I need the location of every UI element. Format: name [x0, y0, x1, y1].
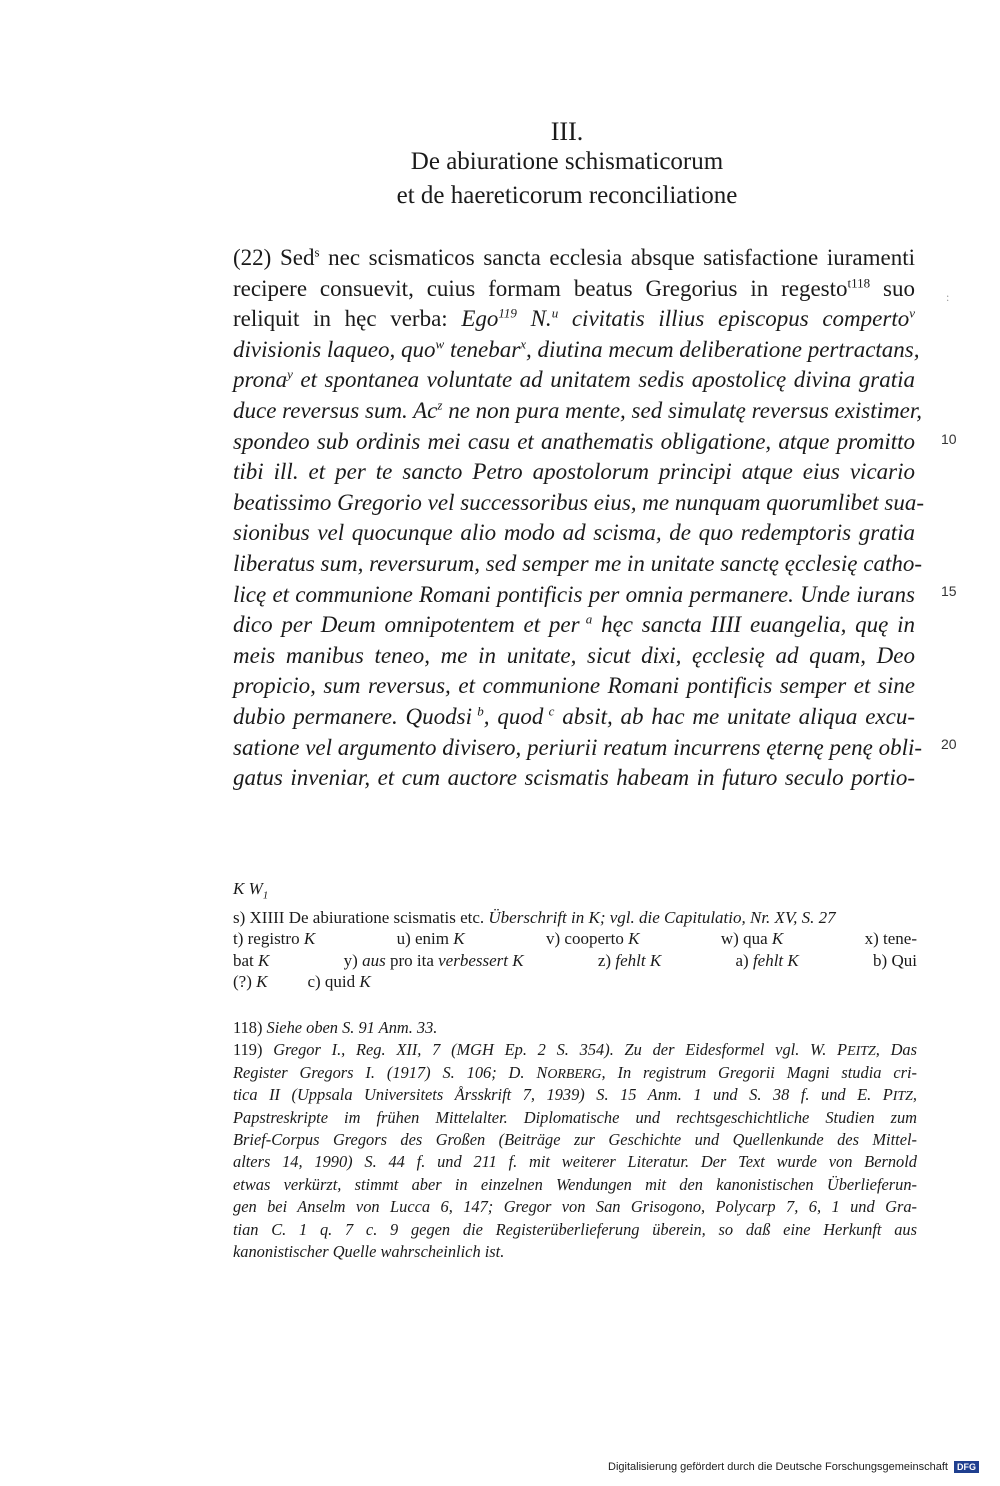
digitization-credit [608, 1461, 979, 1473]
line-number-20: 20 [941, 736, 957, 752]
sigla-subscript: 1 [262, 889, 269, 902]
text-line: dubio permanere. Quodsi $^b$, quod $^c$ absit, ab hac me unitate aliqua excu- [233, 703, 916, 729]
apparatus-row-4 [233, 971, 917, 993]
footnote-line: tian C. 1 q. 7 c. 9 gegen die Registerüberlieferung überein, so daß eine Herkunft aus [233, 1219, 917, 1239]
text-line: tibi ill. et per te sancto Petro apostolorum principi atque eius vicario [233, 459, 915, 485]
apparatus-entry: v) cooperto K [545, 929, 640, 949]
footnote-line: alters 14, 1990) S. 44 f. und 211 f. mit weiterer Literatur. Der Text wurde von Bernold [233, 1152, 917, 1172]
footnote-line: 118) Siehe oben S. 91 Anm. 33. [233, 1018, 438, 1037]
text-line: divisionis laqueo, quo$^w$ tenebar$^x$, diutina mecum deliberatione pertractans, [233, 336, 920, 362]
text-line: duce reversus sum. Ac$^z$ ne non pura mente, sed simulatę reversus existimer, [233, 397, 922, 423]
apparatus-entry: b) Qui [873, 950, 917, 970]
dfg-logo: DFG [954, 1461, 979, 1473]
line-number-10: 10 [941, 431, 957, 447]
text-line: (22) Sed$^s$ nec scismaticos sancta ecclesia absque satisfactione iuramenti [233, 244, 915, 270]
credit-text: Digitalisierung gefördert durch die Deutsche Forschungsgemeinschaft [608, 1461, 948, 1473]
text-line: meis manibus teneo, me in unitate, sicut dixi, ęcclesię ad quam, Deo [233, 642, 915, 668]
footnote-line: Register Gregors I. (1917) S. 106; D. NORBERG, In registrum Gregorii Magni studia cri- [233, 1062, 917, 1082]
critical-apparatus [233, 878, 917, 993]
chapter-number: III. [550, 117, 584, 146]
apparatus-entry: (?) K [233, 972, 268, 992]
apparatus-row-3 [233, 950, 917, 972]
text-line: liberatus sum, reversurum, sed semper me in unitate sanctę ęcclesię catho- [233, 550, 922, 576]
footnotes [233, 1017, 917, 1263]
footnote-line: tica II (Uppsala Universitets Årsskrift 7, 1939) S. 15 Anm. 1 und S. 38 f. und E. PITZ, [233, 1085, 917, 1105]
text-line: sionibus vel quocunque alio modo ad scisma, de quo redemptoris gratia [233, 520, 915, 546]
chapter-title-line-1: De abiuratione schismaticorum [410, 148, 724, 175]
footnote-line: 119) Gregor I., Reg. XII, 7 (MGH Ep. 2 S. 354). Zu der Eidesformel vgl. W. PEITZ, Das [233, 1040, 917, 1060]
text-line: reliquit in hęc verba: Ego$^{119}$ N.$^u$ civitatis illius episcopus comperto$^v$ [233, 305, 915, 332]
text-line: spondeo sub ordinis mei casu et anathematis obligatione, atque promitto [233, 428, 915, 454]
apparatus-entry: z) fehlt K [597, 950, 662, 970]
footnote-line: kanonistischer Quelle wahrscheinlich ist. [233, 1241, 505, 1261]
footnote-line: Brief-Corpus Gregors des Großen (Beiträge zur Geschichte und Quellenkunde des Mittel- [233, 1129, 917, 1149]
margin-mark: : [946, 290, 950, 304]
apparatus-entry: a) fehlt K [735, 950, 799, 970]
text-line: beatissimo Gregorio vel successoribus eius, me nunquam quorumlibet sua- [233, 489, 924, 515]
apparatus-entry: bat K [233, 950, 270, 970]
footnote-line: Papstreskripte im frühen Mittelalter. Diplomatische und rechtsgeschichtliche Studien zum [233, 1107, 917, 1127]
main-text [233, 243, 924, 794]
chapter-title-line-2: et de haereticorum reconciliatione [396, 182, 738, 209]
apparatus-entry: c) quid K [307, 972, 371, 992]
text-line: propicio, sum reversus, et communione Romani pontificis semper et sine [233, 673, 915, 699]
apparatus-sigla [233, 878, 917, 907]
apparatus-entry: u) enim K [396, 929, 465, 949]
footnote-line: gen bei Anselm von Lucca 6, 147; Gregor von San Grisogono, Polycarp 7, 6, 1 und Gra- [233, 1197, 917, 1217]
text-line: recipere consuevit, cuius formam beatus Gregorius in regesto$^{t118}$ suo [233, 274, 916, 301]
text-line: gatus inveniar, et cum auctore scismatis habeam in futuro seculo portio- [233, 765, 915, 791]
apparatus-entry: t) registro K [233, 929, 316, 949]
apparatus-entry: y) aus pro ita verbessert K [343, 950, 524, 970]
apparatus-entry: x) tene- [864, 929, 917, 949]
text-line: prona$^y$ et spontanea voluntate ad unitatem sedis apostolicę divina gratia [233, 366, 915, 393]
text-line: dico per Deum omnipotentem et per $^a$ hęc sancta IIII euangelia, quę in [233, 611, 916, 638]
apparatus-entry: w) qua K [720, 929, 784, 949]
sigla-text: K W [233, 879, 263, 898]
apparatus-row-2 [233, 928, 917, 950]
text-line: satione vel argumento divisero, periurii reatum incurrens ęternę penę obli- [233, 734, 923, 760]
text-line: licę et communione Romani pontificis per omnia permanere. Unde iurans [233, 581, 915, 607]
apparatus-entry-s: s) XIIII De abiuratione scismatis etc. Überschrift in K; vgl. die Capitulatio, Nr. XV, S. 27 [233, 907, 836, 927]
line-number-15: 15 [941, 583, 957, 599]
footnote-line: etwas verkürzt, stimmt aber in einzelnen Wendungen mit den kanonistischen Überlieferun- [233, 1174, 917, 1194]
